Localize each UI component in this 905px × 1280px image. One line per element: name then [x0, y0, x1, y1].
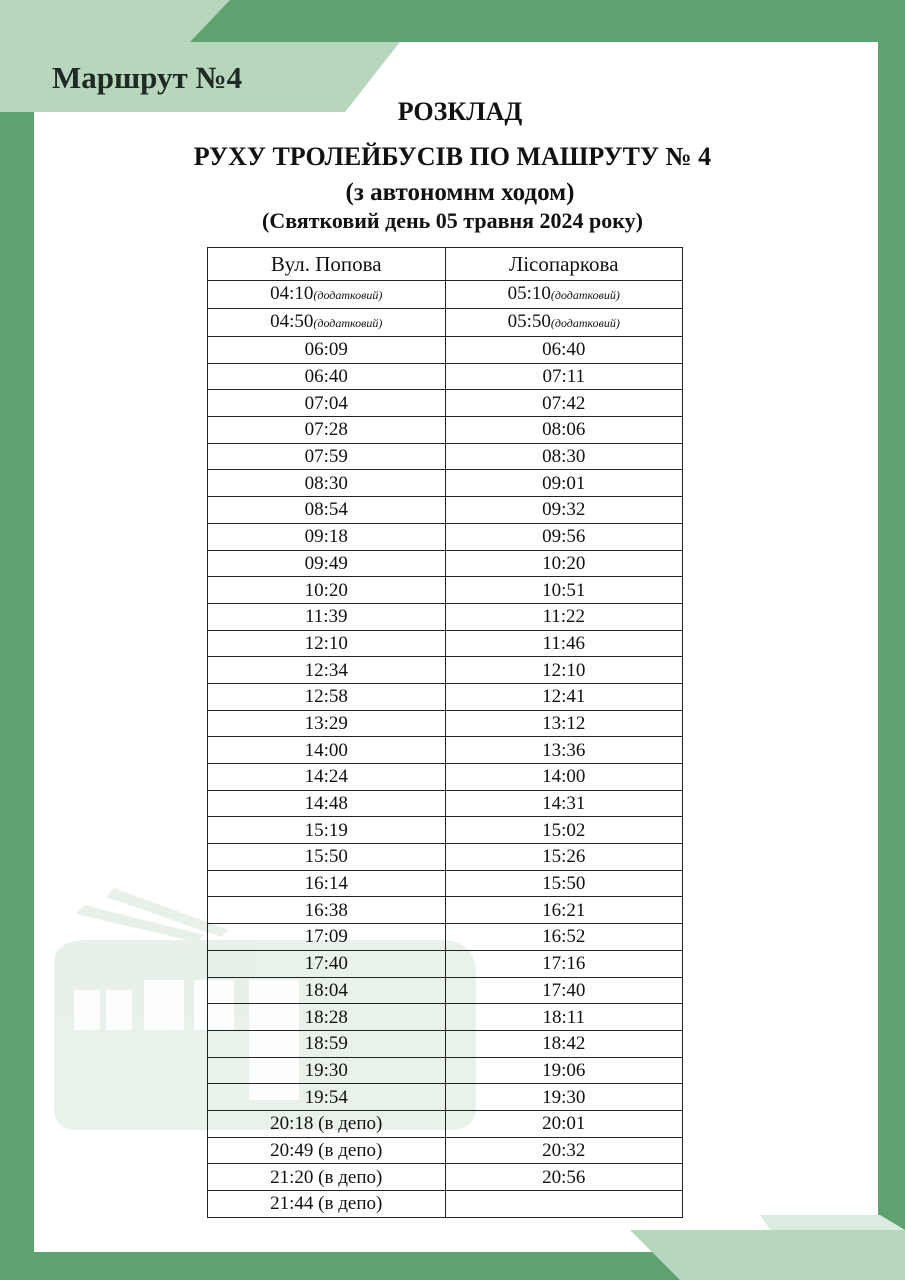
departure-popova-cell	[208, 417, 446, 444]
table-row	[208, 844, 683, 871]
table-row	[208, 443, 683, 470]
departure-popova-cell	[208, 764, 446, 791]
departure-time: 19:30	[304, 1059, 348, 1081]
departure-lisoparkova-cell	[445, 1030, 683, 1057]
departure-lisoparkova-cell	[445, 1110, 683, 1137]
departure-lisoparkova-cell	[445, 603, 683, 630]
departure-lisoparkova-cell	[445, 417, 683, 444]
departure-time: 20:01	[542, 1113, 586, 1135]
departure-time: 09:49	[304, 552, 348, 574]
departure-time: 08:30	[542, 446, 586, 468]
schedule-title: РОЗКЛАД	[397, 97, 523, 126]
departure-popova-cell	[208, 1084, 446, 1111]
departure-popova-cell	[208, 977, 446, 1004]
table-row	[208, 950, 683, 977]
departure-time: 08:54	[304, 499, 348, 521]
table-row	[208, 417, 683, 444]
departure-time: 10:20	[304, 579, 348, 601]
departure-popova-cell	[208, 1004, 446, 1031]
departure-time: 14:48	[304, 793, 348, 815]
extra-trip-note: (додатковий)	[313, 288, 383, 302]
departure-popova-cell	[208, 523, 446, 550]
departure-time: 16:52	[542, 926, 586, 948]
table-row	[208, 657, 683, 684]
departure-lisoparkova-cell	[445, 710, 683, 737]
table-row	[208, 1057, 683, 1084]
departure-popova-cell	[208, 577, 446, 604]
departure-popova-cell	[208, 550, 446, 577]
departure-time: 16:14	[304, 873, 348, 895]
table-row	[208, 817, 683, 844]
departure-lisoparkova-cell	[445, 390, 683, 417]
departure-lisoparkova-cell	[445, 550, 683, 577]
table-row	[208, 1084, 683, 1111]
departure-popova-cell	[208, 737, 446, 764]
schedule-body	[208, 281, 683, 1218]
departure-popova-cell	[208, 870, 446, 897]
departure-time: 18:59	[304, 1033, 348, 1055]
departure-time: 16:21	[542, 899, 586, 921]
table-row	[208, 870, 683, 897]
departure-popova-cell	[208, 309, 446, 337]
extra-trip-note: (додатковий)	[550, 316, 620, 330]
departure-time: 04:50	[270, 311, 314, 332]
departure-lisoparkova-cell	[445, 950, 683, 977]
departure-time: 04:10	[270, 283, 314, 304]
departure-time: 09:32	[542, 499, 586, 521]
table-row	[208, 603, 683, 630]
table-row	[208, 1030, 683, 1057]
column-header-popova: Вул. Попова	[208, 248, 446, 281]
table-row	[208, 630, 683, 657]
departure-time: 17:40	[304, 953, 348, 975]
departure-time: 11:46	[542, 632, 586, 654]
departure-popova-cell	[208, 443, 446, 470]
departure-lisoparkova-cell	[445, 1004, 683, 1031]
table-row	[208, 1004, 683, 1031]
departure-popova-cell	[208, 497, 446, 524]
departure-lisoparkova-cell	[445, 1084, 683, 1111]
table-row	[208, 390, 683, 417]
table-row	[208, 1191, 683, 1218]
departure-time: 18:11	[542, 1006, 586, 1028]
departure-time: 07:59	[304, 446, 348, 468]
table-row	[208, 790, 683, 817]
departure-lisoparkova-cell	[445, 1164, 683, 1191]
departure-lisoparkova-cell	[445, 1137, 683, 1164]
departure-lisoparkova-cell	[445, 577, 683, 604]
departure-time: 09:18	[304, 526, 348, 548]
departure-lisoparkova-cell	[445, 309, 683, 337]
departure-time: 17:09	[304, 926, 348, 948]
departure-time: 08:30	[304, 472, 348, 494]
departure-lisoparkova-cell	[445, 844, 683, 871]
departure-popova-cell	[208, 337, 446, 364]
table-row	[208, 337, 683, 364]
departure-time: 20:49 (в депо)	[270, 1139, 383, 1161]
departure-time: 13:29	[304, 712, 348, 734]
departure-time: 06:40	[304, 366, 348, 388]
departure-popova-cell	[208, 1164, 446, 1191]
departure-lisoparkova-cell	[445, 630, 683, 657]
table-row	[208, 710, 683, 737]
extra-trip-note: (додатковий)	[550, 288, 620, 302]
table-row	[208, 281, 683, 309]
table-row	[208, 577, 683, 604]
departure-lisoparkova-cell	[445, 523, 683, 550]
table-header-row	[208, 248, 683, 281]
departure-time: 13:12	[542, 712, 586, 734]
departure-time: 15:19	[304, 819, 348, 841]
table-row	[208, 737, 683, 764]
departure-time: 10:51	[542, 579, 586, 601]
departure-time: 21:44 (в депо)	[270, 1193, 383, 1215]
departure-popova-cell	[208, 1191, 446, 1218]
departure-lisoparkova-cell	[445, 683, 683, 710]
schedule-subtitle: РУХУ ТРОЛЕЙБУСІВ ПО МАШРУТУ № 4	[193, 142, 712, 171]
departure-time: 14:00	[542, 766, 586, 788]
departure-time: 15:50	[304, 846, 348, 868]
departure-popova-cell	[208, 924, 446, 951]
route-label: Маршрут №4	[52, 60, 243, 95]
departure-popova-cell	[208, 950, 446, 977]
departure-popova-cell	[208, 630, 446, 657]
departure-lisoparkova-cell	[445, 281, 683, 309]
departure-time: 12:41	[542, 686, 586, 708]
table-row	[208, 363, 683, 390]
extra-trip-note: (додатковий)	[313, 316, 383, 330]
departure-time: 18:04	[304, 979, 348, 1001]
departure-time: 07:11	[542, 366, 586, 388]
departure-popova-cell	[208, 683, 446, 710]
departure-time: 12:10	[542, 659, 586, 681]
departure-popova-cell	[208, 1030, 446, 1057]
departure-time: 05:50	[507, 311, 551, 332]
table-row	[208, 523, 683, 550]
departure-lisoparkova-cell	[445, 1057, 683, 1084]
departure-time: 15:26	[542, 846, 586, 868]
departure-time: 08:06	[542, 419, 586, 441]
departure-time: 15:50	[542, 873, 586, 895]
departure-time: 18:42	[542, 1033, 586, 1055]
table-row	[208, 977, 683, 1004]
departure-lisoparkova-cell	[445, 977, 683, 1004]
departure-time: 05:10	[507, 283, 551, 304]
table-row	[208, 1137, 683, 1164]
departure-popova-cell	[208, 817, 446, 844]
departure-popova-cell	[208, 897, 446, 924]
departure-popova-cell	[208, 470, 446, 497]
departure-popova-cell	[208, 390, 446, 417]
departure-lisoparkova-cell	[445, 737, 683, 764]
departure-popova-cell	[208, 1137, 446, 1164]
table-row	[208, 497, 683, 524]
departure-lisoparkova-cell	[445, 363, 683, 390]
departure-time: 14:31	[542, 793, 586, 815]
departure-time: 21:20 (в депо)	[270, 1166, 383, 1188]
departure-lisoparkova-cell	[445, 924, 683, 951]
departure-lisoparkova-cell	[445, 337, 683, 364]
departure-time: 10:20	[542, 552, 586, 574]
departure-time: 20:32	[542, 1139, 586, 1161]
departure-popova-cell	[208, 281, 446, 309]
departure-time: 11:39	[304, 606, 348, 628]
departure-time: 20:18 (в депо)	[270, 1113, 383, 1135]
departure-popova-cell	[208, 1110, 446, 1137]
departure-time: 16:38	[304, 899, 348, 921]
departure-lisoparkova-cell	[445, 817, 683, 844]
departure-time: 09:56	[542, 526, 586, 548]
departure-time: 15:02	[542, 819, 586, 841]
table-row	[208, 924, 683, 951]
departure-popova-cell	[208, 1057, 446, 1084]
departure-time: 12:10	[304, 632, 348, 654]
table-row	[208, 1164, 683, 1191]
departure-time: 12:34	[304, 659, 348, 681]
departure-lisoparkova-cell	[445, 470, 683, 497]
departure-popova-cell	[208, 790, 446, 817]
departure-lisoparkova-cell	[445, 764, 683, 791]
departure-lisoparkova-cell	[445, 870, 683, 897]
table-row	[208, 764, 683, 791]
departure-time: 07:42	[542, 392, 586, 414]
table-row	[208, 897, 683, 924]
departure-popova-cell	[208, 710, 446, 737]
table-row	[208, 309, 683, 337]
schedule-date: (Святковий день 05 травня 2024 року)	[262, 208, 643, 233]
departure-lisoparkova-cell	[445, 443, 683, 470]
departure-lisoparkova-cell	[445, 657, 683, 684]
departure-lisoparkova-cell	[445, 897, 683, 924]
departure-time: 14:24	[304, 766, 348, 788]
departure-time: 19:06	[542, 1059, 586, 1081]
departure-popova-cell	[208, 603, 446, 630]
departure-lisoparkova-cell	[445, 497, 683, 524]
departure-time: 17:16	[542, 953, 586, 975]
departure-popova-cell	[208, 844, 446, 871]
departure-time: 11:22	[542, 606, 586, 628]
departure-time: 09:01	[542, 472, 586, 494]
departure-time: 06:09	[304, 339, 348, 361]
table-row	[208, 1110, 683, 1137]
departure-time: 14:00	[304, 739, 348, 761]
schedule-mode: (з автономнм ходом)	[345, 179, 575, 206]
departure-lisoparkova-cell	[445, 790, 683, 817]
departure-time: 06:40	[542, 339, 586, 361]
table-row	[208, 683, 683, 710]
schedule-table	[207, 247, 683, 1218]
table-row	[208, 470, 683, 497]
departure-time: 19:54	[304, 1086, 348, 1108]
departure-popova-cell	[208, 363, 446, 390]
column-header-lisoparkova: Лісопаркова	[445, 248, 683, 281]
departure-time: 13:36	[542, 739, 586, 761]
departure-time: 20:56	[542, 1166, 586, 1188]
departure-lisoparkova-cell	[445, 1191, 683, 1218]
departure-time: 12:58	[304, 686, 348, 708]
table-row	[208, 550, 683, 577]
departure-time: 17:40	[542, 979, 586, 1001]
departure-time: 07:04	[304, 392, 348, 414]
departure-time: 18:28	[304, 1006, 348, 1028]
departure-time: 19:30	[542, 1086, 586, 1108]
departure-time: 07:28	[304, 419, 348, 441]
departure-popova-cell	[208, 657, 446, 684]
